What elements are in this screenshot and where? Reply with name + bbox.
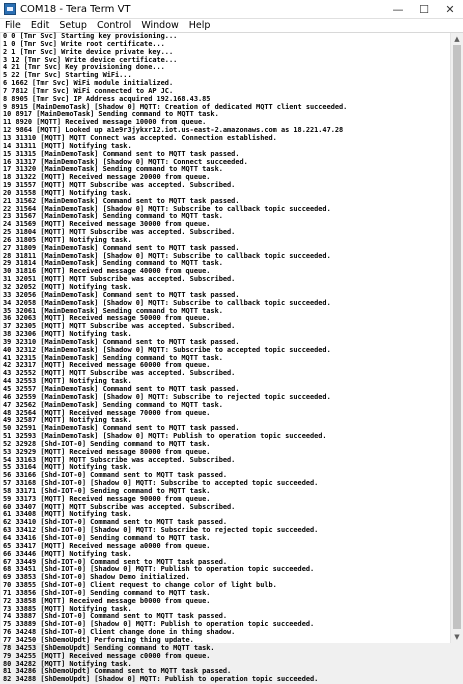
terminal-line: 62 33410 [Shd-IOT-0] Command sent to MQTT task passed.: [3, 518, 228, 527]
terminal-line: 48 32564 [MQTT] Received message 70000 from queue.: [3, 408, 211, 417]
terminal-line: 18 31322 [MQTT] Received message 20000 from queue.: [3, 173, 211, 182]
menu-edit[interactable]: Edit: [30, 19, 50, 31]
menu-setup[interactable]: Setup: [59, 19, 87, 31]
terminal-line: 59 33173 [MQTT] Received message 90000 from queue.: [3, 494, 211, 503]
scroll-down-icon[interactable]: ▼: [454, 633, 460, 641]
terminal-line: 28 31811 [MainDemoTask] [Shadow 0] MQTT: Subscribe to callback topic succeeded.: [3, 251, 331, 260]
terminal-line: 9 8915 [MainDemoTask] [Shadow 0] MQTT: Creation of dedicated MQTT client succeeded.: [3, 102, 348, 111]
terminal-line: 0 0 [Tmr Svc] Starting key provisioning...: [3, 32, 178, 40]
terminal-line: 6 1662 [Tmr Svc] WiFi module initialized.: [3, 79, 174, 88]
terminal-line: 26 31805 [MQTT] Notifying task.: [3, 235, 132, 244]
terminal-line: 60 33407 [MQTT] MQTT Subscribe was accepted. Subscribed.: [3, 502, 236, 511]
terminal-line: 5 22 [Tmr Svc] Starting WiFi...: [3, 71, 132, 80]
terminal-line: 55 33164 [MQTT] Notifying task.: [3, 463, 132, 472]
minimize-button[interactable]: —: [392, 2, 404, 16]
terminal-line: 66 33446 [MQTT] Notifying task.: [3, 549, 132, 558]
terminal-line: 72 33858 [MQTT] Received message b0000 from queue.: [3, 596, 211, 605]
terminal-line: 44 32553 [MQTT] Notifying task.: [3, 377, 132, 386]
terminal-line: 82 34288 [ShDemoUpdt] [Shadow 0] MQTT: Publish to operation topic succeeded.: [3, 675, 319, 684]
terminal-line: 70 33855 [Shd-IOT-0] Client request to change color of light bulb.: [3, 581, 277, 590]
window-title: COM18 - Tera Term VT: [20, 3, 131, 15]
terminal-line: 61 33408 [MQTT] Notifying task.: [3, 510, 132, 519]
terminal-line: 11 8920 [MQTT] Received message 10000 from queue.: [3, 118, 207, 127]
terminal-line: 64 33416 [Shd-IOT-0] Sending command to MQTT task.: [3, 534, 211, 542]
terminal-line: 67 33449 [Shd-IOT-0] Command sent to MQTT task passed.: [3, 557, 228, 566]
terminal-line: 56 33166 [Shd-IOT-0] Command sent to MQTT task passed.: [3, 471, 228, 480]
terminal-line: 57 33168 [Shd-IOT-0] [Shadow 0] MQTT: Subscribe to accepted topic succeeded.: [3, 479, 319, 488]
terminal-line: 3 12 [Tmr Svc] Write device certificate...: [3, 55, 178, 64]
terminal-line: 31 32051 [MQTT] MQTT Subscribe was accepted. Subscribed.: [3, 275, 236, 284]
terminal-line: 53 32929 [MQTT] Received message 80000 from queue.: [3, 447, 211, 456]
terminal-line: 19 31557 [MQTT] MQTT Subscribe was accepted. Subscribed.: [3, 181, 236, 190]
terminal-line: 25 31804 [MQTT] MQTT Subscribe was accepted. Subscribed.: [3, 228, 236, 237]
terminal-line: 74 33887 [Shd-IOT-0] Command sent to MQTT task passed.: [3, 612, 228, 621]
terminal-line: 50 32591 [MainDemoTask] Command sent to MQTT task passed.: [3, 424, 240, 433]
terminal-line: 23 31567 [MainDemoTask] Sending command to MQTT task.: [3, 212, 223, 221]
terminal-line: 37 32305 [MQTT] MQTT Subscribe was accepted. Subscribed.: [3, 322, 236, 331]
terminal-line: 16 31317 [MainDemoTask] [Shadow 0] MQTT: Connect succeeded.: [3, 157, 248, 166]
terminal-line: 15 31315 [MainDemoTask] Command sent to MQTT task passed.: [3, 149, 240, 158]
terminal-line: 68 33451 [Shd-IOT-0] [Shadow 0] MQTT: Publish to operation topic succeeded.: [3, 565, 315, 574]
terminal-line: 8 8905 [Tmr Svc] IP Address acquired 192.168.43.85: [3, 94, 211, 103]
terminal-line: 75 33889 [Shd-IOT-0] [Shadow 0] MQTT: Publish to operation topic succeeded.: [3, 620, 315, 629]
terminal-line: 38 32306 [MQTT] Notifying task.: [3, 330, 132, 339]
terminal-line: 54 33163 [MQTT] MQTT Subscribe was accepted. Subscribed.: [3, 455, 236, 464]
terminal-line: 34 32058 [MainDemoTask] [Shadow 0] MQTT: Subscribe to callback topic succeeded.: [3, 298, 331, 307]
terminal-line: 80 34282 [MQTT] Notifying task.: [3, 659, 132, 668]
terminal-line: 63 33412 [Shd-IOT-0] [Shadow 0] MQTT: Subscribe to rejected topic succeeded.: [3, 526, 319, 535]
close-button[interactable]: ✕: [445, 2, 455, 16]
terminal-line: 2 1 [Tmr Svc] Write device private key...: [3, 47, 174, 56]
terminal-line: 41 32315 [MainDemoTask] Sending command to MQTT task.: [3, 353, 223, 362]
terminal-line: 10 8917 [MainDemoTask] Sending command to MQTT task.: [3, 110, 219, 119]
scroll-thumb[interactable]: [453, 45, 461, 629]
terminal-line: 73 33885 [MQTT] Notifying task.: [3, 604, 132, 613]
terminal-line: 21 31562 [MainDemoTask] Command sent to MQTT task passed.: [3, 196, 240, 205]
terminal-line: 4 21 [Tmr Svc] Key provisioning done...: [3, 63, 165, 72]
terminal-line: 78 34253 [ShDemoUpdt] Sending command to MQTT task.: [3, 643, 215, 652]
terminal-line: 79 34255 [MQTT] Received message c0000 from queue.: [3, 651, 211, 660]
terminal-line: 30 31816 [MQTT] Received message 40000 from queue.: [3, 267, 211, 276]
terminal-line: 13 31310 [MQTT] MQTT Connect was accepted. Connection established.: [3, 133, 277, 142]
terminal-line: 43 32552 [MQTT] MQTT Subscribe was accepted. Subscribed.: [3, 369, 236, 378]
terminal-line: 7 7812 [Tmr Svc] WiFi connected to AP JC.: [3, 86, 174, 95]
terminal-line: 20 31558 [MQTT] Notifying task.: [3, 188, 132, 197]
terminal-line: 52 32928 [Shd-IOT-0] Sending command to MQTT task.: [3, 439, 211, 448]
terminal-line: 14 31311 [MQTT] Notifying task.: [3, 141, 132, 150]
terminal-line: 76 34248 [Shd-IOT-0] Client change done in thing shadow.: [3, 628, 236, 637]
menu-file[interactable]: File: [5, 19, 21, 31]
terminal-line: 51 32593 [MainDemoTask] [Shadow 0] MQTT: Publish to operation topic succeeded.: [3, 432, 327, 441]
terminal-line: 39 32310 [MainDemoTask] Command sent to MQTT task passed.: [3, 337, 240, 346]
terminal-line: 81 34286 [ShDemoUpdt] Command sent to MQTT task passed.: [3, 667, 232, 676]
terminal-line: 49 32587 [MQTT] Notifying task.: [3, 416, 132, 425]
terminal-line: 47 32562 [MainDemoTask] Sending command to MQTT task.: [3, 400, 223, 409]
terminal-line: 27 31809 [MainDemoTask] Command sent to MQTT task passed.: [3, 243, 240, 252]
menu-bar: [0, 19, 463, 33]
terminal-output[interactable]: [1, 32, 450, 684]
terminal-line: 17 31320 [MainDemoTask] Sending command to MQTT task.: [3, 165, 223, 174]
terminal-line: 29 31814 [MainDemoTask] Sending command to MQTT task.: [3, 259, 223, 268]
menu-window[interactable]: Window: [141, 19, 179, 31]
menu-control[interactable]: Control: [96, 19, 132, 31]
terminal-line: 65 33417 [MQTT] Received message a0000 from queue.: [3, 541, 211, 550]
window-titlebar[interactable]: [0, 0, 463, 19]
terminal-line: 71 33856 [Shd-IOT-0] Sending command to MQTT task.: [3, 588, 211, 597]
terminal-line: 45 32557 [MainDemoTask] Command sent to MQTT task passed.: [3, 384, 240, 393]
terminal-line: 22 31564 [MainDemoTask] [Shadow 0] MQTT: Subscribe to callback topic succeeded.: [3, 204, 331, 213]
terminal-line: 24 31569 [MQTT] Received message 30000 from queue.: [3, 220, 211, 229]
terminal-line: 46 32559 [MainDemoTask] [Shadow 0] MQTT: Subscribe to rejected topic succeeded.: [3, 392, 331, 401]
terminal-line: 35 32061 [MainDemoTask] Sending command to MQTT task.: [3, 306, 223, 315]
terminal-line: 32 32052 [MQTT] Notifying task.: [3, 283, 132, 291]
terminal-line: 12 9864 [MQTT] Looked up a1e9r3jykxr12.iot.us-east-2.amazonaws.com as 18.221.47.28: [3, 126, 344, 135]
scroll-up-icon[interactable]: ▲: [454, 35, 460, 43]
menu-help[interactable]: Help: [188, 19, 211, 31]
terminal-icon: [4, 3, 16, 15]
terminal-line: 40 32312 [MainDemoTask] [Shadow 0] MQTT: Subscribe to accepted topic succeeded.: [3, 345, 331, 354]
terminal-line: 69 33853 [Shd-IOT-0] Shadow Demo initialized.: [3, 573, 190, 582]
terminal-line: 1 0 [Tmr Svc] Write root certificate...: [3, 39, 165, 48]
terminal-line: 36 32063 [MQTT] Received message 50000 from queue.: [3, 314, 211, 323]
terminal-line: 42 32317 [MQTT] Received message 60000 from queue.: [3, 361, 211, 370]
terminal-line: 33 32056 [MainDemoTask] Command sent to MQTT task passed.: [3, 290, 240, 299]
maximize-button[interactable]: ☐: [419, 2, 429, 16]
terminal-line: 58 33171 [Shd-IOT-0] Sending command to MQTT task.: [3, 486, 211, 495]
terminal-line: 77 34250 [ShDemoUpdt] Performing thing update.: [3, 635, 194, 644]
vertical-scrollbar[interactable]: [450, 33, 463, 643]
